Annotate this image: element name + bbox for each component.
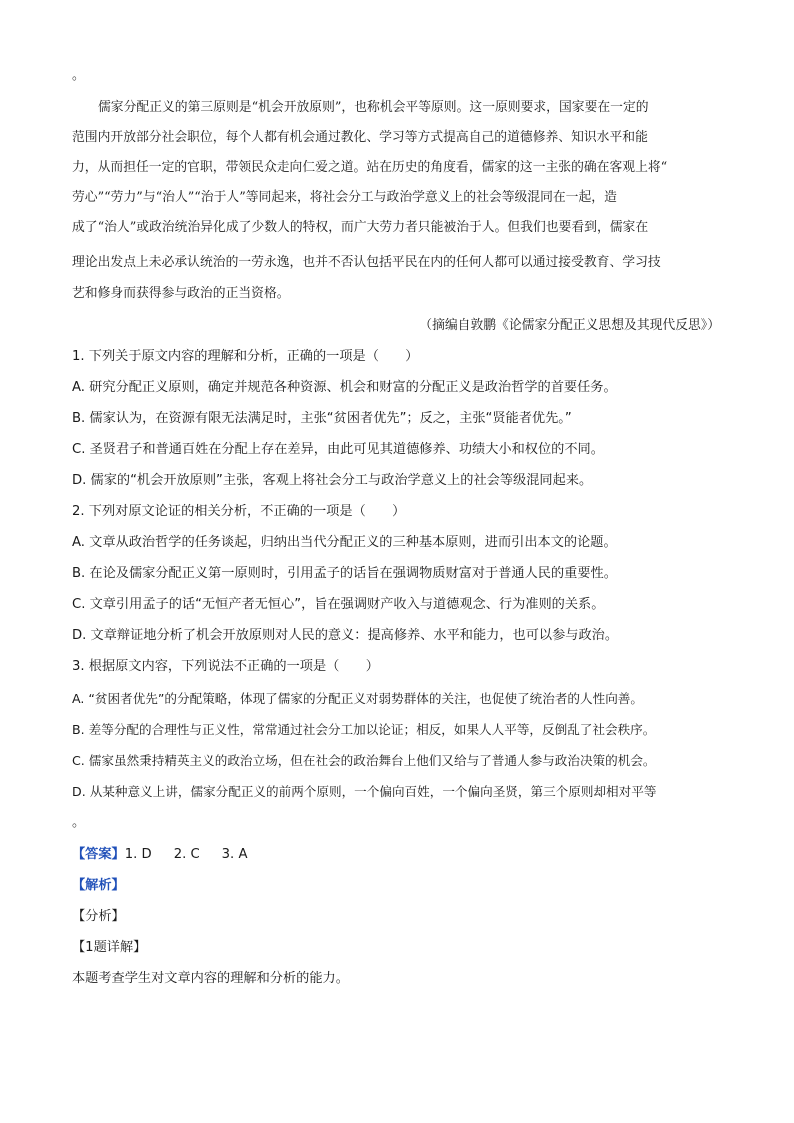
passage-line: 理论出发点上未必承认统治的一劳永逸，也并不否认包括平民在内的任何人都可以通过接受教育、学习技 bbox=[72, 255, 661, 270]
option-d: D. 儒家的“机会开放原则”主张，客观上将社会分工与政治学意义上的社会等级混同起来。 bbox=[72, 473, 593, 488]
question-stem: 2. 下列对原文论证的相关分析，不正确的一项是（ ） bbox=[72, 504, 406, 519]
answer-item: 2. C bbox=[173, 847, 200, 862]
option-a: A. 文章从政治哲学的任务谈起，归纳出当代分配正义的三种基本原则，进而引出本文的论题。 bbox=[72, 535, 617, 550]
answer-label: 【答案】 bbox=[72, 847, 125, 862]
passage-line: 艺和修身而获得参与政治的正当资格。 bbox=[72, 286, 290, 301]
option-c: C. 圣贤君子和普通百姓在分配上存在差异，由此可见其道德修养、功绩大小和权位的不同。 bbox=[72, 442, 604, 457]
option-c: C. 儒家虽然秉持精英主义的政治立场，但在社会的政治舞台上他们又给与了普通人参与政治决策的机会。 bbox=[72, 753, 656, 768]
passage-line: 劳心”“劳力”与“治人”“治于人”等同起来，将社会分工与政治学意义上的社会等级混同在一起，造 bbox=[72, 190, 617, 205]
question-stem: 1. 下列关于原文内容的理解和分析，正确的一项是（ ） bbox=[72, 349, 419, 364]
answer-item: 3. A bbox=[221, 847, 248, 862]
passage-line: 力，从而担任一定的官职，带领民众走向仁爱之道。站在历史的角度看，儒家的这一主张的确在客观上将“ bbox=[72, 160, 668, 175]
passage-source: （摘编自敦鹏《论儒家分配正义思想及其现代反思》） bbox=[419, 318, 720, 333]
option-b: B. 差等分配的合理性与正义性，常常通过社会分工加以论证；相反，如果人人平等，反倒乱了社会秩序。 bbox=[72, 722, 656, 737]
leading-punctuation: 。 bbox=[72, 68, 85, 83]
analysis-label: 【解析】 bbox=[72, 878, 125, 893]
option-d-trailing: 。 bbox=[72, 815, 86, 830]
option-c: C. 文章引用孟子的话“无恒产者无恒心”，旨在强调财产收入与道德观念、行为准则的关系。 bbox=[72, 597, 605, 612]
option-b: B. 儒家认为，在资源有限无法满足时，主张“贫困者优先”；反之，主张“贤能者优先。” bbox=[72, 411, 572, 426]
option-b: B. 在论及儒家分配正义第一原则时，引用孟子的话旨在强调物质财富对于普通人民的重要性。 bbox=[72, 566, 617, 581]
detail-text: 本题考查学生对文章内容的理解和分析的能力。 bbox=[72, 971, 349, 986]
answer-item: 1. D bbox=[124, 847, 152, 862]
passage-line: 儒家分配正义的第三原则是“机会开放原则”，也称机会平等原则。这一原则要求，国家要在一定的 bbox=[98, 100, 649, 115]
answer-line bbox=[72, 845, 247, 865]
option-a: A. 研究分配正义原则，确定并规范各种资源、机会和财富的分配正义是政治哲学的首要任务。 bbox=[72, 380, 617, 395]
option-d: D. 文章辩证地分析了机会开放原则对人民的意义：提高修养、水平和能力，也可以参与政治。 bbox=[72, 628, 619, 643]
option-a: A. “贫困者优先”的分配策略，体现了儒家的分配正义对弱势群体的关注，也促使了统治者的人性向善。 bbox=[72, 691, 643, 706]
passage-line: 成了“治人”或政治统治异化成了少数人的特权，而广大劳力者只能被治于人。但我们也要看到，儒家在 bbox=[72, 220, 649, 235]
passage-line: 范围内开放部分社会职位，每个人都有机会通过教化、学习等方式提高自己的道德修养、知识水平和能 bbox=[72, 130, 648, 145]
fenxi-label: 【分析】 bbox=[72, 909, 125, 924]
option-d: D. 从某种意义上讲，儒家分配正义的前两个原则，一个偏向百姓，一个偏向圣贤，第三个原则却相对平等 bbox=[72, 784, 657, 799]
detail-label: 【1题详解】 bbox=[72, 940, 147, 955]
question-stem: 3. 根据原文内容，下列说法不正确的一项是（ ） bbox=[72, 659, 379, 674]
